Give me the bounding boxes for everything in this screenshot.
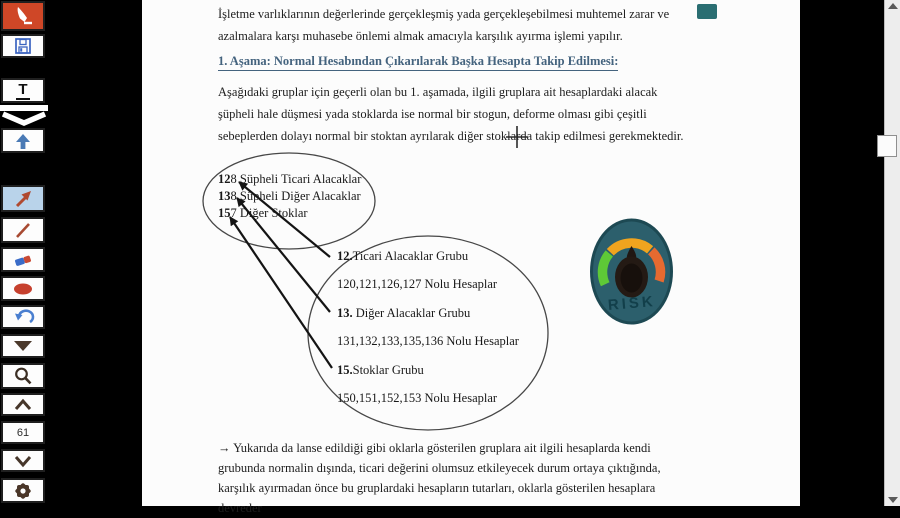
scrollbar-track[interactable] [884, 0, 900, 506]
diagram-item-group-13: 13. Diğer Alacaklar Grubu [337, 306, 471, 320]
scrollbar-down-arrow[interactable] [888, 497, 898, 503]
diagram-item-138: 138 Şüpheli Diğer Alacaklar [218, 189, 361, 203]
diagram-layer [142, 0, 800, 506]
line-tool-button[interactable] [1, 217, 45, 243]
paragraph-3: → Yukarıda da lanse edildiği gibi oklarla gösterilen gruplara ait ilgili hesaplarda kendi grubunda normalin dışında, ticari değerini olumsuz etkileyecek durum ortaya çıktığında, karşılık ayırmadan önce bu gruplardaki hesapların tutarları, oklarla gösterilen hesaplara devreder [218, 441, 661, 515]
page-number-indicator[interactable] [1, 421, 45, 444]
ellipse-icon [12, 281, 34, 297]
gauge-label: RISK [607, 292, 657, 315]
undo-button[interactable] [1, 305, 45, 329]
risk-gauge [592, 220, 672, 323]
scrollbar-thumb[interactable] [877, 135, 897, 157]
triangle-down-icon [11, 338, 35, 354]
chevron-up-icon [12, 398, 34, 412]
diagonal-arrow-icon [13, 189, 33, 209]
arrow-tool-button[interactable] [1, 185, 45, 212]
magnifier-icon [13, 366, 33, 386]
undo-icon [13, 309, 33, 326]
arrow-up-tool-button[interactable] [1, 128, 45, 153]
section-heading: 1. Aşama: Normal Hesabından Çıkarılarak Başka Hesapta Takip Edilmesi: [218, 54, 618, 71]
diagram-item-group-15: 15.Stoklar Grubu [337, 363, 424, 377]
floppy-icon [14, 37, 32, 55]
diagram-item-accounts-15: 150,151,152,153 Nolu Hesaplar [337, 391, 498, 405]
paragraph-1: İşletme varlıklarının değerlerinde gerçekleşmiş yada gerçekleşebilmesi muhtemel zarar ve azalmalara karşı muhasebe önlemi almak amacıyla karşılık ayırma işlemi yapılır. [218, 7, 670, 43]
chevron-down-icon [12, 454, 34, 468]
pen-icon [12, 6, 34, 26]
letter-t-icon: T [18, 80, 28, 98]
text-tool-button[interactable] [1, 78, 45, 103]
page-number-label: 61 [16, 426, 30, 439]
eraser-tool-button[interactable] [1, 247, 45, 272]
arrow-up-icon [13, 132, 33, 150]
scrollbar-up-arrow[interactable] [888, 3, 898, 9]
gear-icon [13, 481, 33, 501]
ellipse-tool-button[interactable] [1, 276, 45, 301]
diagonal-line-icon [13, 220, 33, 240]
next-page-button[interactable] [1, 449, 45, 472]
diagram-item-accounts-12: 120,121,126,127 Nolu Hesaplar [337, 277, 498, 291]
eraser-icon [12, 251, 34, 269]
diagram-item-accounts-13: 131,132,133,135,136 Nolu Hesaplar [337, 334, 519, 348]
diagram-item-157: 157 Diğer Stoklar [218, 206, 308, 220]
diagram-item-group-12: 12.Ticari Alacaklar Grubu [337, 249, 469, 263]
document-canvas[interactable] [142, 0, 800, 515]
toolbar-divider-bar [0, 105, 48, 111]
arrow-15-to-157 [230, 217, 332, 368]
paragraph-2: Aşağıdaki gruplar için geçerli olan bu 1. aşamada, ilgili gruplara ait hesaplardaki alacak şüpheli hale düşmesi yada stoklarda ise normal bir stogun, deforme olması gibi çeşitli sebeplerden dolayı normal bir stoktan ayrılarak diğer stoklarda takip edilmesi gerekmektedir. [218, 85, 684, 143]
pen-tool-button[interactable] [1, 1, 45, 31]
diagram-item-128: 128 Şüpheli Ticari Alacaklar [218, 172, 362, 186]
zoom-tool-button[interactable] [1, 363, 45, 389]
save-button[interactable] [1, 34, 45, 58]
crosshair-cursor [506, 126, 528, 148]
settings-button[interactable] [1, 478, 45, 503]
previous-page-button[interactable] [1, 393, 45, 416]
shape-menu-button[interactable] [1, 334, 45, 358]
